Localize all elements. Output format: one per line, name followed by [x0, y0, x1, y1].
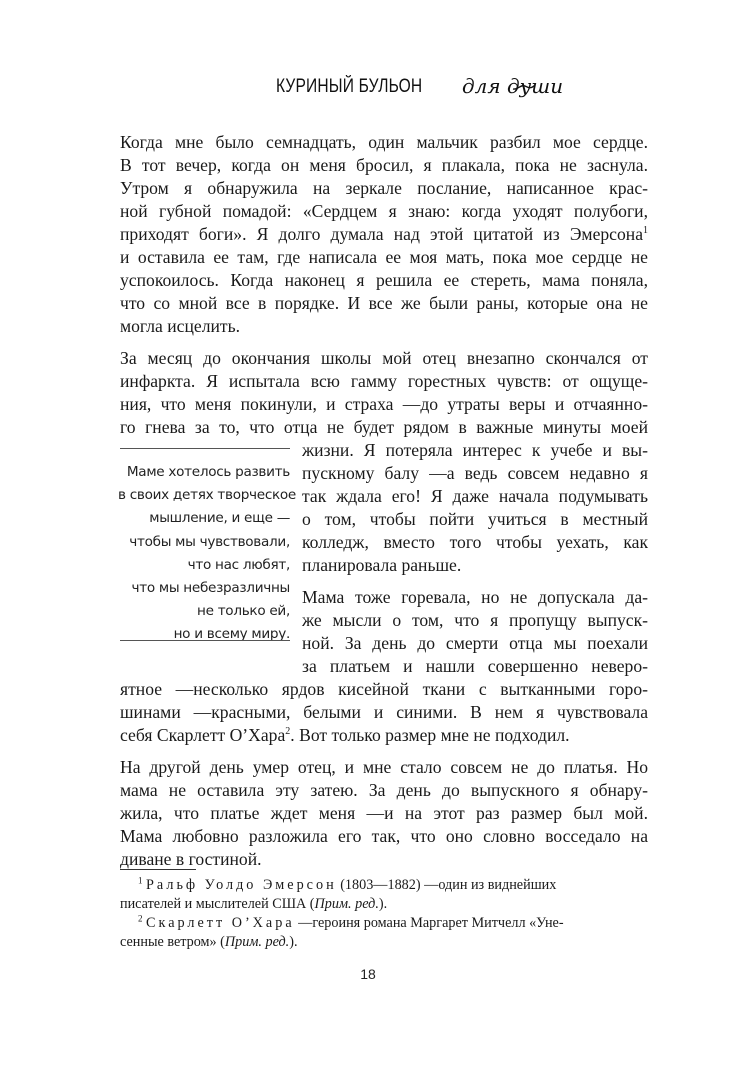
- footnote-1: [138, 876, 648, 895]
- text-line: го гнева за то, что отца не будет рядом в важные минуты моей: [120, 417, 648, 437]
- text-line: так ждала его! Я даже начала подумывать: [302, 486, 648, 506]
- running-header: [276, 74, 564, 98]
- text-line: жизни. Я потеряла интерес к учебе и вы-: [302, 440, 648, 460]
- footnote-1-cont: [120, 895, 387, 914]
- text-line: и оставила ее там, где написала ее моя мать, пока мое сердце не: [120, 247, 648, 267]
- text-line: За месяц до окончания школы мой отец внезапно скончался от: [120, 348, 648, 368]
- text-line: ятное —несколько ярдов кисейной ткани с вытканными горо-: [120, 679, 648, 699]
- text-span: . Вот только размер мне не подходил.: [290, 725, 570, 745]
- footnote-text: ).: [289, 934, 298, 950]
- text-line: Утром я обнаружила на зеркале послание, написанное крас-: [120, 178, 648, 198]
- text-line: ной губной помадой: «Сердцем я знаю: когда уходят полубоги,: [120, 201, 648, 221]
- footnote-text: писателей и мыслителей США (: [120, 896, 315, 912]
- pull-quote: [118, 461, 296, 647]
- pull-quote-line: чтобы мы чувствовали,: [129, 533, 290, 550]
- footnote-ref-1[interactable]: 1: [643, 225, 648, 237]
- footnote-name: Скарлетт О’Хара: [146, 915, 295, 931]
- text-line: Когда мне было семнадцать, один мальчик разбил мое сердце.: [120, 132, 648, 152]
- pull-quote-bottom-rule: [120, 640, 290, 641]
- text-span: приходят боги». Я долго думала над этой цитатой из Эмерсона: [120, 224, 643, 244]
- text-line: инфаркта. Я испытала всю гамму горестных чувств: от ощуще-: [120, 371, 648, 391]
- text-line: за платьем и нашли совершенно неверо-: [302, 656, 648, 676]
- footnote-2-cont: [120, 933, 298, 952]
- text-span: себя Скарлетт О’Хара: [120, 725, 286, 745]
- header-title-caps: КУРИНЫЙ БУЛЬОН: [276, 76, 423, 97]
- text-line: жила, что платье ждет меня —и на этот раз размер был мой.: [120, 803, 648, 823]
- footnote-name: Ральф Уолдо Эмерсон: [146, 877, 337, 893]
- text-line: колледж, вместо того чтобы уехать, как: [302, 532, 648, 552]
- text-line: Мама тоже горевала, но не допускала да-: [302, 587, 648, 607]
- header-swash-ornament: [512, 80, 536, 94]
- text-line: успокоилось. Когда наконец я решила ее стереть, мама поняла,: [120, 270, 648, 290]
- text-line: В тот вечер, когда он меня бросил, я плакала, пока не заснула.: [120, 155, 648, 175]
- pull-quote-line: что мы небезразличны: [131, 580, 290, 597]
- pull-quote-line: что нас любят,: [187, 556, 290, 573]
- text-line: же мысли о том, что я пропущу выпуск-: [302, 610, 648, 630]
- text-line: шинами —красными, белыми и синими. В нем я чувствовала: [120, 702, 648, 722]
- text-line: мама не оставила эту затею. За день до выпускного я обнару-: [120, 780, 648, 800]
- footnote-editor-note: Прим. ред.: [314, 896, 379, 912]
- footnote-2: [138, 914, 564, 933]
- footnote-text: сенные ветром» (: [120, 934, 225, 950]
- footnote-number: 1: [138, 875, 143, 886]
- text-line: ной. За день до смерти отца мы поехали: [302, 633, 648, 653]
- footnote-ref-2[interactable]: 2: [285, 726, 291, 738]
- text-line: пускному балу —а ведь совсем недавно я: [302, 463, 648, 483]
- footnote-text: —героиня романа Маргарет Митчелл «Уне-: [294, 915, 564, 931]
- text-line: могла исцелить.: [120, 316, 240, 336]
- header-title-script: для души: [462, 74, 564, 98]
- text-line: диване в гостиной.: [120, 849, 262, 869]
- footnote-separator: [120, 869, 196, 870]
- page-number: 18: [360, 966, 376, 982]
- text-line: ния, что меня покинули, и страха —до утраты веры и отчаянно-: [120, 394, 648, 414]
- pull-quote-top-rule: [120, 448, 290, 449]
- footnote-number: 2: [138, 913, 143, 924]
- text-line-with-footnote: [120, 724, 648, 747]
- text-line: На другой день умер отец, и мне стало совсем не до платья. Но: [120, 757, 648, 777]
- text-line: планировала раньше.: [302, 555, 462, 575]
- pull-quote-line: не только ей,: [197, 603, 290, 620]
- text-line: Мама любовно разложила его так, что оно словно восседало на: [120, 826, 648, 846]
- pull-quote-line: в своих детях творческое: [118, 487, 296, 504]
- footnote-text: ).: [378, 896, 388, 912]
- text-line-with-footnote: [120, 223, 648, 246]
- text-line: о том, чтобы пойти учиться в местный: [302, 509, 648, 529]
- pull-quote-line: Маме хотелось развить: [126, 464, 290, 480]
- pull-quote-line: мышление, и еще —: [149, 510, 290, 527]
- footnote-text: (1803—1882) —один из виднейших: [336, 877, 557, 893]
- footnote-editor-note: Прим. ред.: [224, 934, 290, 950]
- text-line: что со мной все в порядке. И все же были раны, которые она не: [120, 293, 648, 313]
- pull-quote-line: но и всему миру.: [173, 626, 290, 643]
